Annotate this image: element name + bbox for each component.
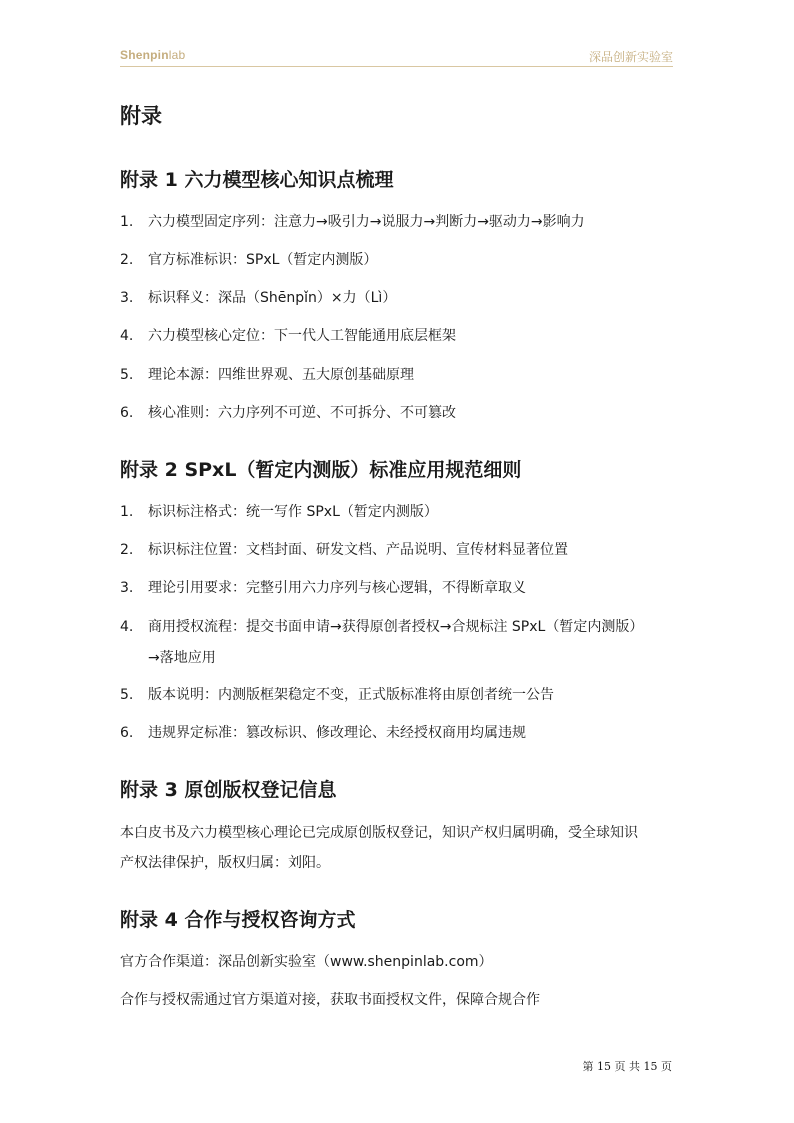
list-number: 4. <box>120 619 134 635</box>
page-header <box>120 48 673 67</box>
brand-bold: Shenpin <box>120 48 169 62</box>
list-text: 官方标准标识：SPxL（暂定内测版） <box>148 252 378 268</box>
list-number: 6. <box>120 405 134 421</box>
appendix-title: 附录 <box>120 104 162 128</box>
section-3-heading: 附录 3 原创版权登记信息 <box>120 779 337 801</box>
list-number: 4. <box>120 328 134 344</box>
header-lab-name: 深品创新实验室 <box>588 50 673 64</box>
list-item <box>120 360 414 390</box>
list-number: 1. <box>120 504 134 520</box>
list-item <box>120 573 526 603</box>
list-number: 5. <box>120 687 134 703</box>
list-number: 2. <box>120 252 134 268</box>
list-item <box>120 398 456 428</box>
list-item <box>120 207 585 237</box>
list-text: 标识标注格式：统一写作 SPxL（暂定内测版） <box>148 504 438 520</box>
list-item <box>120 321 456 351</box>
contact-channel-line: 官方合作渠道：深品创新实验室（www.shenpinlab.com） <box>120 954 493 970</box>
list-number: 3. <box>120 580 134 596</box>
list-number: 6. <box>120 725 134 741</box>
list-item <box>120 245 377 275</box>
page-number: 第 15 页 共 15 页 <box>582 1060 672 1073</box>
list-text: 标识标注位置：文档封面、研发文档、产品说明、宣传材料显著位置 <box>148 542 568 558</box>
contact-note-line: 合作与授权需通过官方渠道对接，获取书面授权文件，保障合规合作 <box>120 992 540 1008</box>
list-text: 理论引用要求：完整引用六力序列与核心逻辑，不得断章取义 <box>148 580 526 596</box>
list-number: 2. <box>120 542 134 558</box>
list-text: 版本说明：内测版框架稳定不变，正式版标准将由原创者统一公告 <box>148 687 554 703</box>
list-item <box>120 535 568 565</box>
list-item <box>120 497 438 527</box>
section-1-heading: 附录 1 六力模型核心知识点梳理 <box>120 169 394 191</box>
section-4-heading: 附录 4 合作与授权咨询方式 <box>120 909 356 931</box>
list-item <box>120 718 526 748</box>
list-item-continuation: →落地应用 <box>148 650 216 666</box>
copyright-paragraph-line-1: 本白皮书及六力模型核心理论已完成原创版权登记，知识产权归属明确，受全球知识 <box>120 825 638 841</box>
list-number: 5. <box>120 367 134 383</box>
list-text: 核心准则：六力序列不可逆、不可拆分、不可篡改 <box>148 405 456 421</box>
list-item <box>120 612 643 642</box>
copyright-paragraph-line-2: 产权法律保护，版权归属：刘阳。 <box>120 855 330 871</box>
list-text: 六力模型固定序列：注意力→吸引力→说服力→判断力→驱动力→影响力 <box>148 214 585 230</box>
section-2-heading: 附录 2 SPxL（暂定内测版）标准应用规范细则 <box>120 459 522 481</box>
list-text: 理论本源：四维世界观、五大原创基础原理 <box>148 367 414 383</box>
list-item <box>120 680 554 710</box>
list-text: 标识释义：深品（Shēnpǐn）×力（Lì） <box>148 290 397 306</box>
list-text: 六力模型核心定位：下一代人工智能通用底层框架 <box>148 328 456 344</box>
list-item <box>120 283 396 313</box>
brand-light: lab <box>168 48 186 62</box>
brand-logo <box>120 48 185 62</box>
list-number: 1. <box>120 214 134 230</box>
list-text: 商用授权流程：提交书面申请→获得原创者授权→合规标注 SPxL（暂定内测版） <box>148 619 644 635</box>
list-text: 违规界定标准：篡改标识、修改理论、未经授权商用均属违规 <box>148 725 526 741</box>
list-number: 3. <box>120 290 134 306</box>
